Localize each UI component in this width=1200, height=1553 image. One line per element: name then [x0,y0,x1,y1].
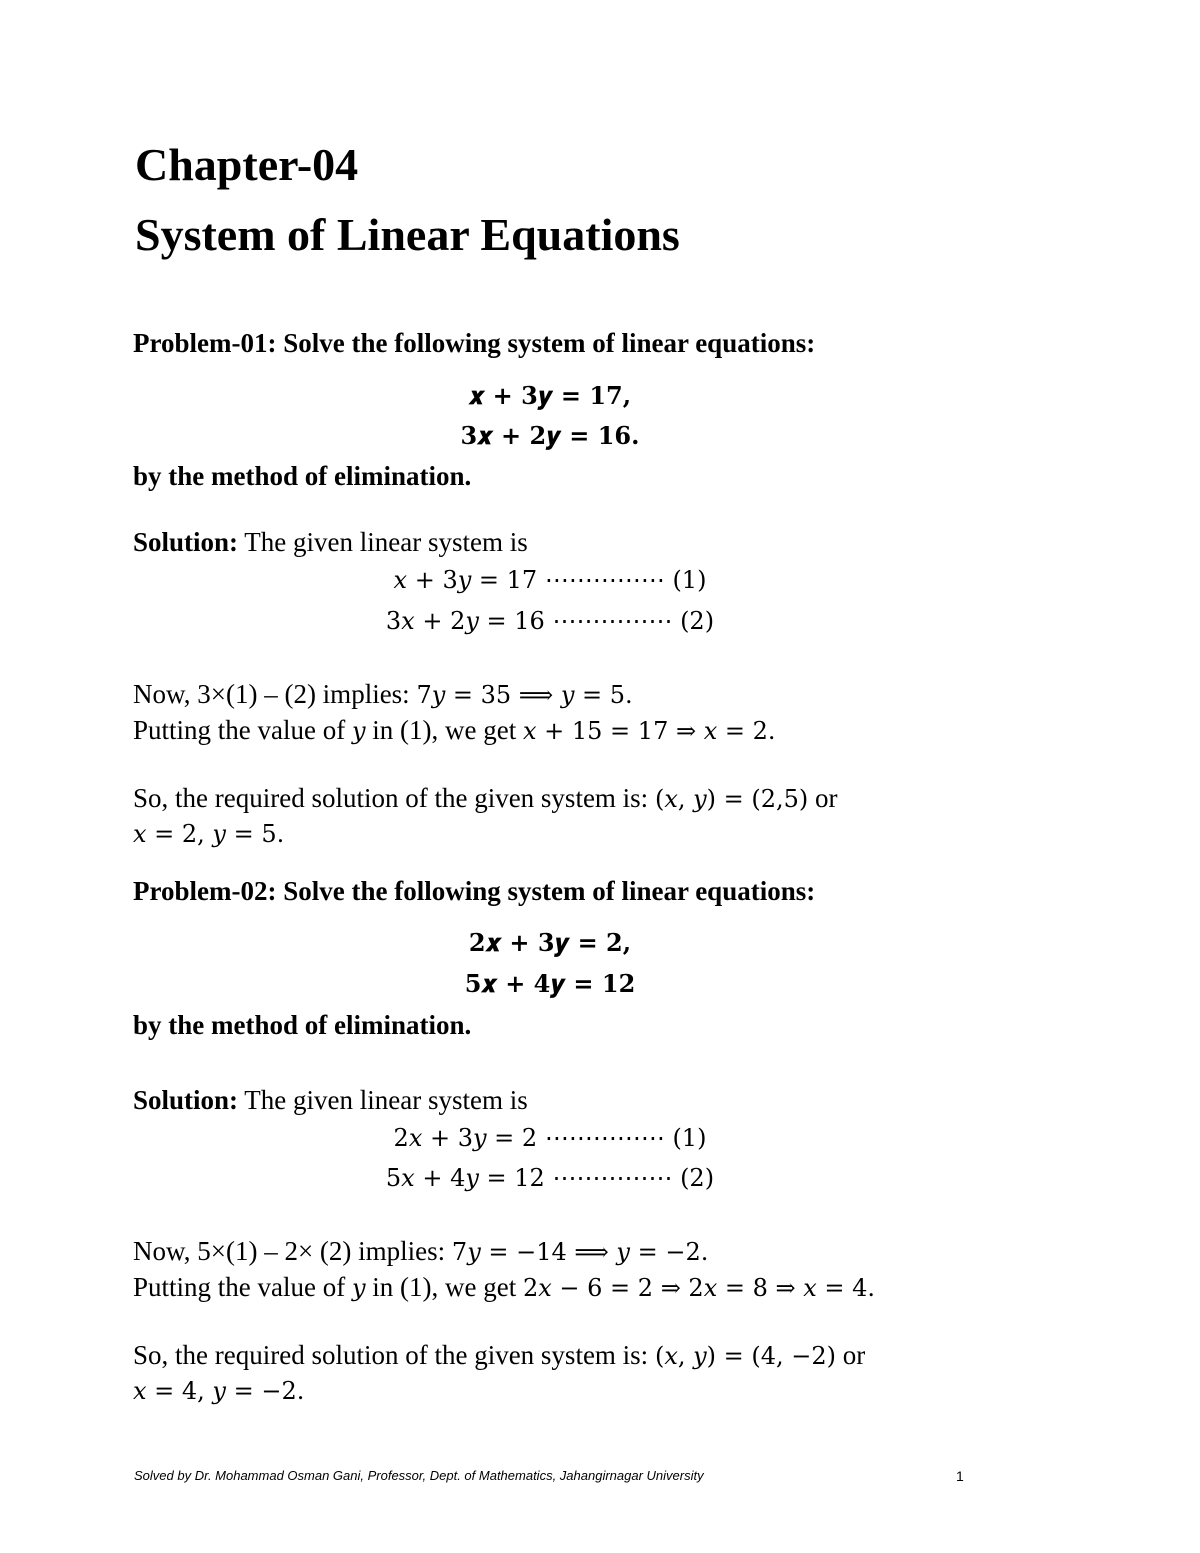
problem1-answer-line-2: 𝑥 = 2, 𝑦 = 5. [133,820,285,848]
problem2-answer-text: So, the required solution of the given system is: [133,1340,655,1370]
problem1-step2-math: 𝑥 + 15 = 17 ⇒ 𝑥 = 2. [522,717,776,745]
problem1-heading: Problem-01: Solve the following system of linear equations: [133,328,816,358]
problem2-answer-math: (𝑥, 𝑦) = (4, −2) [654,1342,837,1370]
problem2-solution-intro: The given linear system is [238,1085,528,1115]
problem2-step2-math: 2𝑥 − 6 = 2 ⇒ 2𝑥 = 8 ⇒ 𝑥 = 4. [522,1274,876,1302]
problem2-solution-label: Solution: [133,1085,239,1115]
problem2-answer [133,1342,865,1369]
problem1-answer-text: So, the required solution of the given system is: [133,783,655,813]
problem2-step1-text: Now, 5×(1) – 2× (2) implies: [133,1236,452,1266]
problem2-system-eq-1: 2𝑥 + 3𝑦 = 2 ⋯⋯⋯⋯⋯ (1) [393,1124,707,1152]
problem1-solution-line [133,529,528,556]
problem1-method: by the method of elimination. [133,461,472,491]
problem1-system-eq-1: 𝑥 + 3𝑦 = 17 ⋯⋯⋯⋯⋯ (1) [393,566,707,594]
problem1-system-eq-2: 3𝑥 + 2𝑦 = 16 ⋯⋯⋯⋯⋯ (2) [385,607,715,635]
problem1-step-2 [133,717,776,744]
problem1-equation-1: 𝒙 + 𝟑𝒚 = 𝟏𝟕, [468,381,632,410]
problem1-answer-math: (𝑥, 𝑦) = (2,5) [654,785,809,813]
page-number: 1 [956,1468,964,1484]
problem2-heading: Problem-02: Solve the following system of linear equations: [133,876,816,906]
problem2-answer-line-2: 𝑥 = 4, 𝑦 = −2. [133,1377,305,1405]
chapter-number-title: Chapter-04 [135,139,359,190]
problem1-equation-2: 𝟑𝒙 + 𝟐𝒚 = 𝟏𝟔. [460,421,640,450]
problem2-step2-text-b: in (1), we get [365,1272,523,1302]
problem2-step1-math: 7𝑦 = −14 ⟹ 𝑦 = −2. [451,1238,709,1266]
problem1-step-1 [133,681,633,708]
problem1-solution-label: Solution: [133,527,239,557]
problem1-answer-or: or [808,783,838,813]
problem2-step-2 [133,1274,875,1301]
problem2-answer-or: or [836,1340,866,1370]
chapter-name: System of Linear Equations [135,209,680,260]
problem2-equation-2: 𝟓𝒙 + 𝟒𝒚 = 𝟏𝟐 [464,969,636,998]
problem1-step2-text-a: Putting the value of [133,715,352,745]
problem2-method: by the method of elimination. [133,1010,472,1040]
problem2-step-1 [133,1238,708,1265]
problem2-solution-line [133,1087,528,1114]
footer-credit: Solved by Dr. Mohammad Osman Gani, Professor, Dept. of Mathematics, Jahangirnagar University [134,1468,704,1483]
problem1-step2-text-b: in (1), we get [365,715,523,745]
problem2-step2-var: 𝑦 [351,1274,366,1302]
problem2-equation-1: 𝟐𝒙 + 𝟑𝒚 = 𝟐, [468,928,632,957]
problem1-solution-intro: The given linear system is [238,527,528,557]
problem1-step2-var: 𝑦 [351,717,366,745]
problem2-system-eq-2: 5𝑥 + 4𝑦 = 12 ⋯⋯⋯⋯⋯ (2) [385,1164,715,1192]
problem2-step2-text-a: Putting the value of [133,1272,352,1302]
problem1-answer [133,785,838,812]
problem1-step1-math: 7𝑦 = 35 ⟹ 𝑦 = 5. [416,681,633,709]
problem1-step1-text: Now, 3×(1) – (2) implies: [133,679,417,709]
